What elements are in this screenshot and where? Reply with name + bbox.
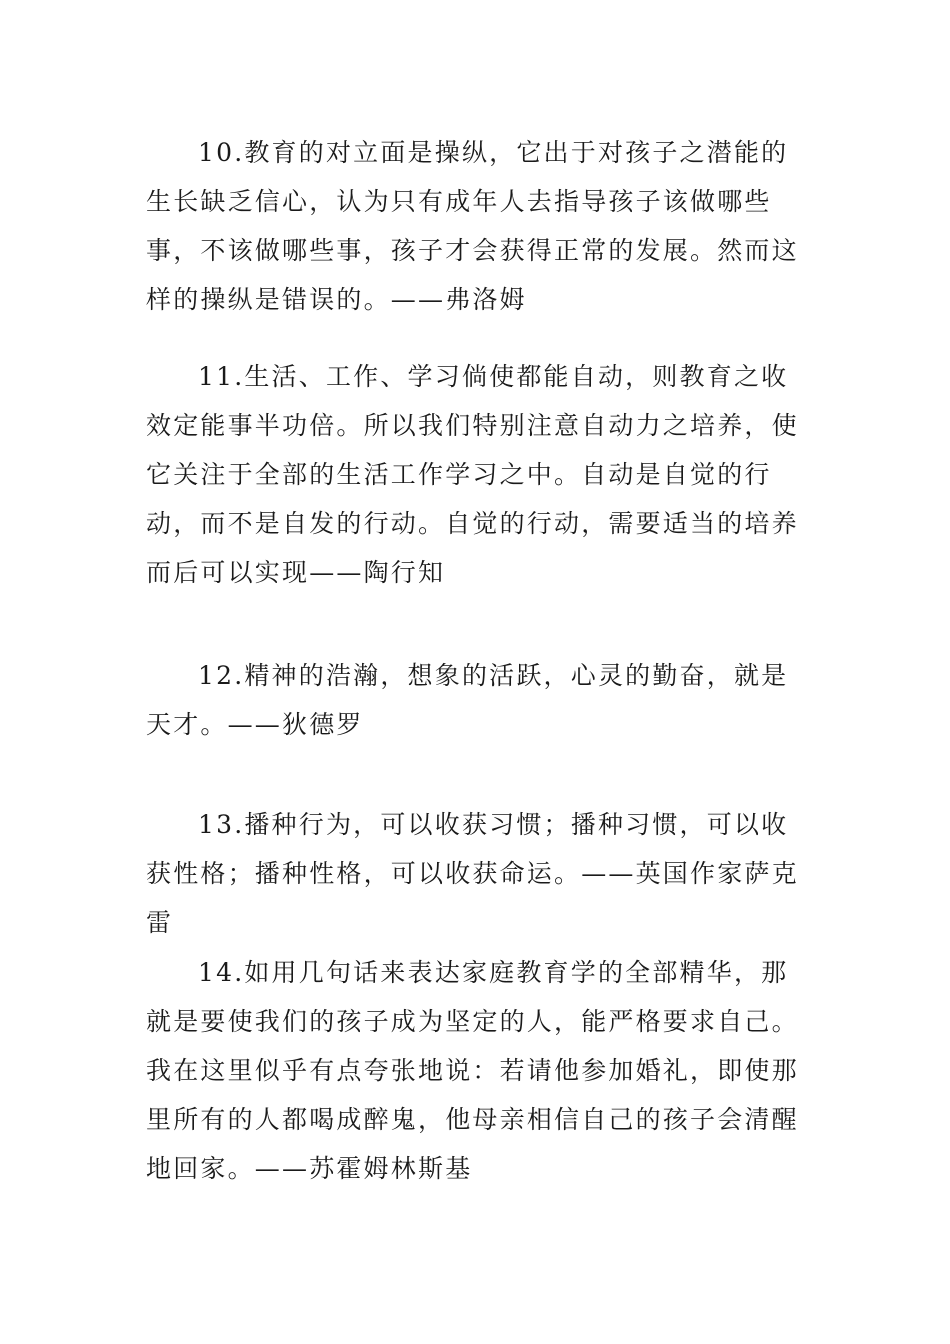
quote-paragraph-12: 12.精神的浩瀚，想象的活跃，心灵的勤奋，就是天才。——狄德罗 [146,661,789,739]
quote-paragraph-10: 10.教育的对立面是操纵，它出于对孩子之潜能的生长缺乏信心，认为只有成年人去指导孩子该做哪些事，不该做哪些事，孩子才会获得正常的发展。然而这样的操纵是错误的。——弗洛姆 [146,138,799,314]
quote-paragraph-14: 14.如用几句话来表达家庭教育学的全部精华，那就是要使我们的孩子成为坚定的人，能严格要求自己。我在这里似乎有点夸张地说：若请他参加婚礼，即使那里所有的人都喝成醉鬼，他母亲相信自己的孩子会清醒地回家。——苏霍姆林斯基 [146,958,799,1183]
quote-paragraph-13: 13.播种行为，可以收获习惯；播种习惯，可以收获性格；播种性格，可以收获命运。——英国作家萨克雷 [146,810,799,937]
quote-paragraph-11: 11.生活、工作、学习倘使都能自动，则教育之收效定能事半功倍。所以我们特别注意自动力之培养，使它关注于全部的生活工作学习之中。自动是自觉的行动，而不是自发的行动。自觉的行动，需要适当的培养而后可以实现——陶行知 [146,362,799,587]
